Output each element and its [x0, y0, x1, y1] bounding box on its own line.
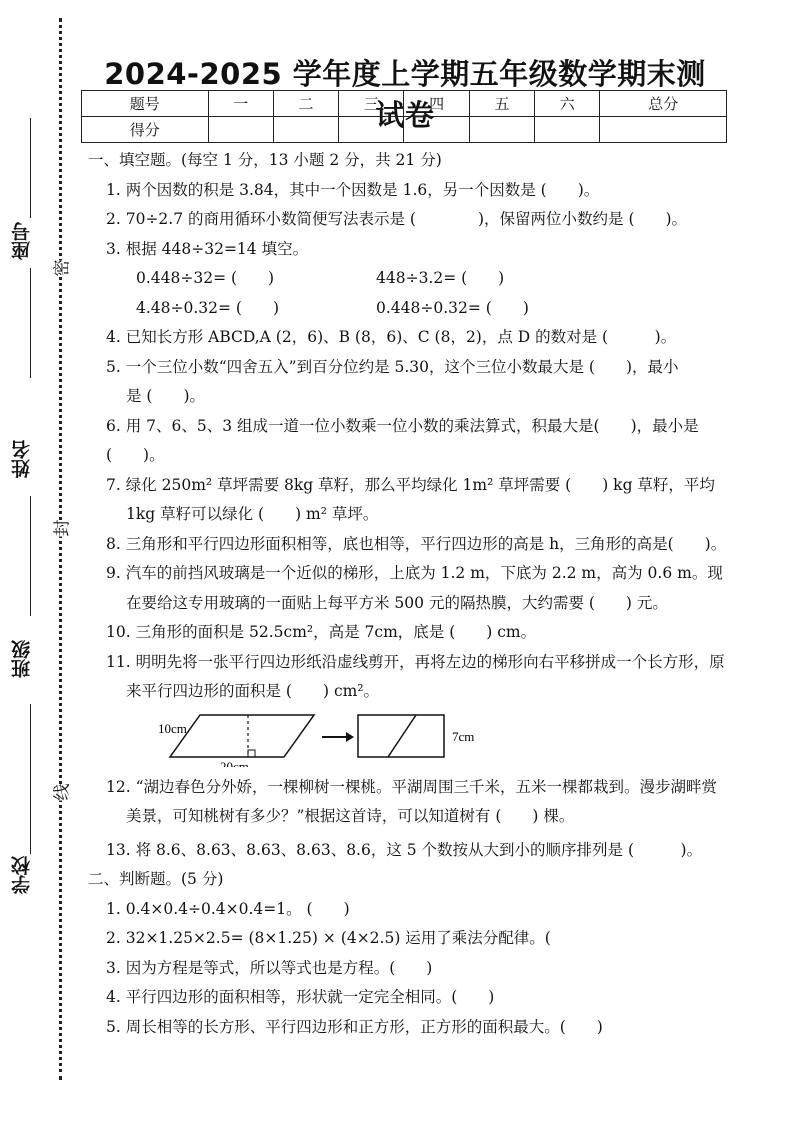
question-1-12-cont: 美景，可知桃树有多少？”根据这首诗，可以知道树有 ( ) 棵。: [126, 807, 575, 825]
binding-dotted-line: [59, 18, 62, 1080]
class-blank: [30, 704, 31, 854]
score-header-cell: 四: [404, 91, 469, 117]
score-cell[interactable]: [208, 117, 273, 143]
question-2-2: 2. 32×1.25×2.5= (8×1.25) × (4×2.5) 运用了乘法分配律。(: [106, 929, 551, 947]
seal-char-mi: 密: [48, 261, 73, 277]
question-1-3-row-a: [88, 264, 738, 294]
score-header-cell: 一: [208, 91, 273, 117]
exam-content: [88, 146, 738, 1042]
score-cell[interactable]: [339, 117, 404, 143]
parallelogram-diagram: [158, 707, 498, 767]
move-arrow-head: [346, 732, 354, 742]
school-label: 学校: [11, 856, 33, 894]
exam-title: 2024-2025 学年度上学期五年级数学期末测试卷: [104, 57, 706, 132]
rectangle-height-label: 7cm: [452, 728, 475, 744]
score-table-header-row: [82, 91, 727, 117]
score-header-cell: 题号: [82, 91, 209, 117]
score-header-cell: 五: [469, 91, 534, 117]
score-header-cell: 二: [273, 91, 338, 117]
score-cell[interactable]: [273, 117, 338, 143]
question-1-11-cont: 来平行四边形的面积是 ( ) cm²。: [126, 682, 380, 700]
parallelogram-shape: [170, 715, 314, 757]
score-table: [81, 90, 727, 143]
section2-heading: 二、判断题。(5 分): [88, 870, 224, 888]
seat-number-blank-lower: [30, 268, 31, 378]
question-1-3c: 4.48÷0.32= ( ): [136, 298, 280, 317]
score-cell[interactable]: [469, 117, 534, 143]
question-2-4: 4. 平行四边形的面积相等，形状就一定完全相同。( ): [106, 988, 495, 1006]
score-header-cell: 总分: [600, 91, 727, 117]
score-table-score-row: [82, 117, 727, 143]
score-cell[interactable]: [535, 117, 600, 143]
name-label: 姓名: [11, 440, 33, 478]
class-label: 班级: [11, 640, 33, 678]
score-header-cell: 六: [535, 91, 600, 117]
score-row-label: 得分: [82, 117, 209, 143]
seal-char-xian: 线: [48, 785, 73, 801]
right-angle-mark: [248, 750, 255, 757]
question-2-5: 5. 周长相等的长方形、平行四边形和正方形，正方形的面积最大。( ): [106, 1017, 603, 1036]
question-1-10: 10. 三角形的面积是 52.5cm²，高是 7cm，底是 ( ) cm。: [106, 623, 537, 641]
name-blank: [30, 496, 31, 616]
height-label: 10cm: [158, 720, 187, 736]
question-1-12: 12. “湖边春色分外娇，一棵柳树一棵桃。平湖周围三千米，五米一棵都栽到。漫步湖畔赏: [106, 777, 718, 796]
section1-heading: 一、填空题。(每空 1 分，13 小题 2 分，共 21 分): [88, 151, 442, 169]
score-cell[interactable]: [600, 117, 727, 143]
rectangle-shape: [358, 715, 444, 757]
seat-number-label: 座号: [11, 222, 33, 260]
question-1-3: 3. 根据 448÷32=14 填空。: [106, 239, 309, 258]
score-cell[interactable]: [404, 117, 469, 143]
question-1-4: 4. 已知长方形 ABCD,A (2，6)、B (8，6)、C (8，2)，点 D 的数对是 ( )。: [106, 328, 677, 346]
question-1-8: 8. 三角形和平行四边形面积相等，底也相等，平行四边形的高是 h，三角形的高是( )。: [106, 534, 727, 553]
question-1-5: 5. 一个三位小数“四舍五入”到百分位约是 5.30，这个三位小数最大是 ( )，最小: [106, 357, 679, 376]
question-1-7: 7. 绿化 250m² 草坪需要 8kg 草籽，那么平均绿化 1m² 草坪需要 ( ) kg 草籽，平均: [106, 475, 715, 494]
question-1-11: 11. 明明先将一张平行四边形纸沿虚线剪开，再将左边的梯形向右平移拼成一个长方形，原: [106, 652, 725, 671]
question-1-9: 9. 汽车的前挡风玻璃是一个近似的梯形，上底为 1.2 m，下底为 2.2 m，高为 0.6 m。现: [106, 564, 723, 582]
question-1-9-cont: 在要给这专用玻璃的一面贴上每平方米 500 元的隔热膜，大约需要 ( ) 元。: [126, 593, 668, 612]
score-header-cell: 三: [339, 91, 404, 117]
parallelogram-figure: [158, 707, 738, 767]
seat-number-blank: [30, 118, 31, 218]
question-1-2: 2. 70÷2.7 的商用循环小数简便写法表示是 ( )，保留两位小数约是 ( )。: [106, 210, 688, 228]
question-1-13: 13. 将 8.6、8.63、8.63、8.63、8.6，这 5 个数按从大到小的顺序排列是 ( )。: [106, 840, 703, 859]
question-1-3a: 0.448÷32= ( ): [136, 269, 275, 287]
question-1-5-cont: 是 ( )。: [126, 387, 206, 405]
question-2-3: 3. 因为方程是等式，所以等式也是方程。( ): [106, 958, 433, 977]
question-1-7-cont: 1kg 草籽可以绿化 ( ) m² 草坪。: [126, 505, 379, 523]
rectangle-split-line: [388, 715, 416, 757]
base-label: 20cm: [220, 758, 249, 767]
question-1-3d: 0.448÷0.32= ( ): [376, 298, 529, 317]
question-2-1: 1. 0.4×0.4÷0.4×0.4=1。 ( ): [106, 899, 350, 918]
seal-char-feng: 封: [48, 521, 73, 537]
question-1-3b: 448÷3.2= ( ): [376, 269, 505, 287]
question-1-3-row-b: [88, 294, 738, 324]
question-1-6: 6. 用 7、6、5、3 组成一道一位小数乘一位小数的乘法算式，积最大是( )，最小是( )。: [106, 416, 699, 464]
question-1-1: 1. 两个因数的积是 3.84，其中一个因数是 1.6，另一个因数是 ( )。: [106, 180, 600, 199]
